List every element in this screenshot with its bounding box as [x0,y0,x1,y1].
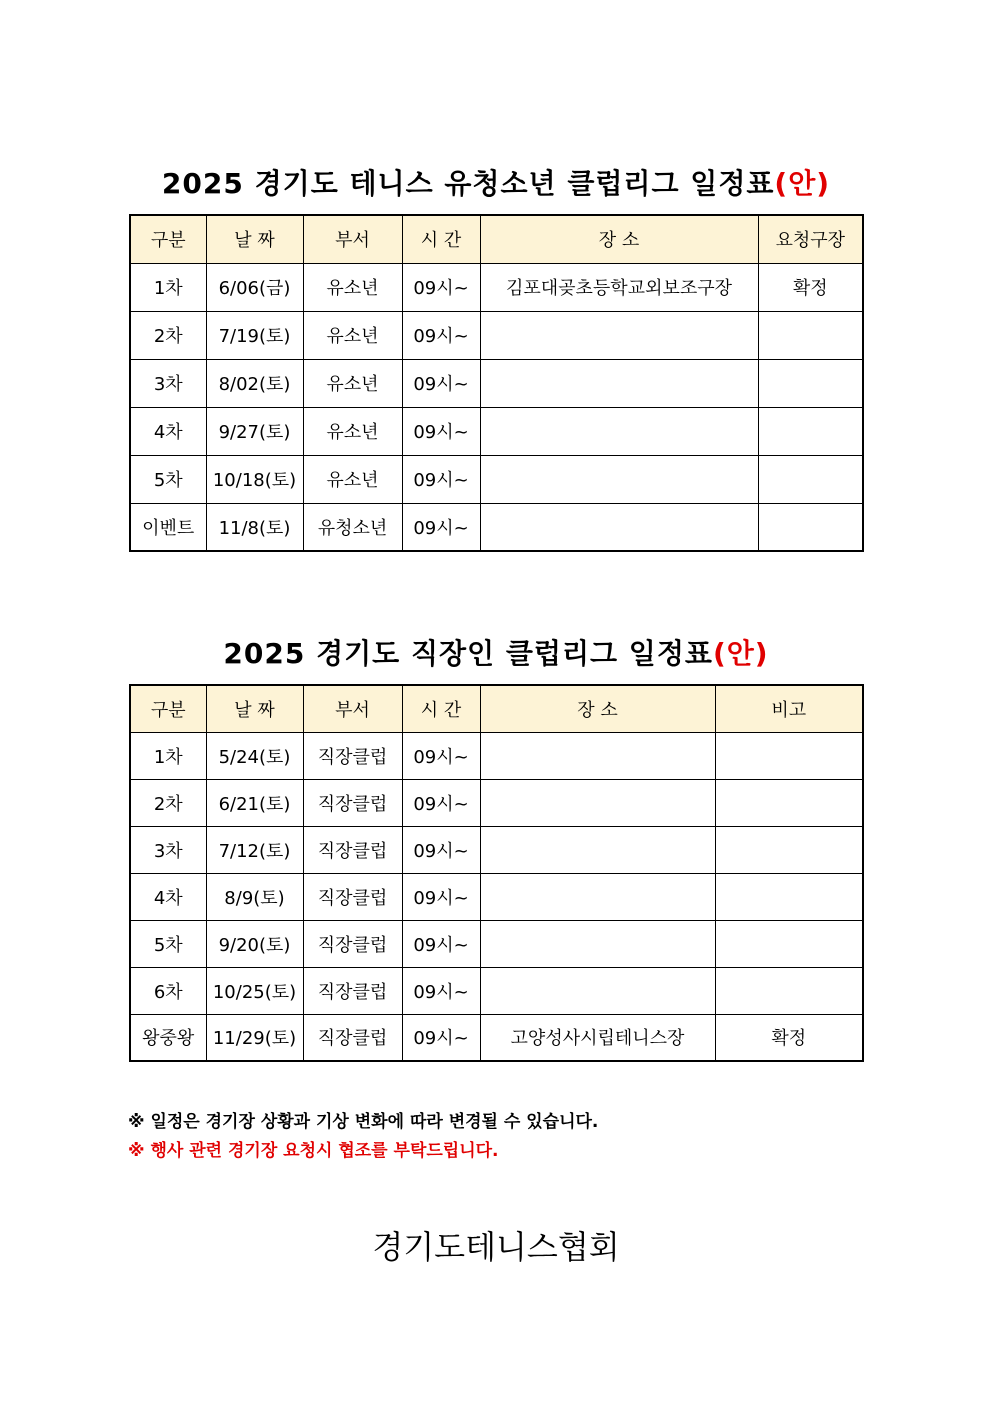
table-cell: 확정 [715,1014,863,1061]
table-cell [480,407,758,455]
table-header-row [130,215,863,263]
table-row [130,732,863,779]
table-row [130,920,863,967]
table-header-row [130,685,863,732]
table-cell: 5/24(토) [206,732,303,779]
table-cell: 09시~ [402,503,480,551]
table-cell [480,967,715,1014]
table-cell: 김포대곶초등학교외보조구장 [480,263,758,311]
table-cell: 8/9(토) [206,873,303,920]
youth-schedule-title [0,162,992,202]
table-cell: 09시~ [402,263,480,311]
table-cell: 9/27(토) [206,407,303,455]
worker-title-main: 2025 경기도 직장인 클럽리그 일정표 [223,637,713,670]
table-cell [758,455,863,503]
venue-request-note: ※ 행사 관련 경기장 요청시 협조를 부탁드립니다. [128,1141,499,1161]
table-cell [480,826,715,873]
table-cell: 09시~ [402,732,480,779]
table-cell: 09시~ [402,455,480,503]
table-cell: 2차 [130,311,206,359]
table-cell [480,873,715,920]
table-cell [480,503,758,551]
table-cell: 6/06(금) [206,263,303,311]
notes-section [128,1108,598,1166]
table-cell: 유소년 [303,263,402,311]
table-cell: 유청소년 [303,503,402,551]
table-row [130,873,863,920]
table-cell: 09시~ [402,1014,480,1061]
table-cell: 09시~ [402,967,480,1014]
table-row [130,1014,863,1061]
table-cell: 3차 [130,359,206,407]
table-cell [758,311,863,359]
table-cell: 4차 [130,407,206,455]
table-cell [480,311,758,359]
table-cell: 이벤트 [130,503,206,551]
worker-schedule-title [0,632,992,672]
table-cell: 09시~ [402,779,480,826]
table-cell [480,779,715,826]
table-row [130,407,863,455]
table-row [130,311,863,359]
table-cell: 고양성사시립테니스장 [480,1014,715,1061]
table-row [130,779,863,826]
table-row [130,359,863,407]
table-cell: 09시~ [402,920,480,967]
table-cell: 5차 [130,455,206,503]
table-cell: 11/29(토) [206,1014,303,1061]
table-cell: 10/18(토) [206,455,303,503]
header-cell: 장 소 [480,215,758,263]
table-cell: 6/21(토) [206,779,303,826]
association-name: 경기도테니스협회 [372,1228,620,1266]
table-row [130,455,863,503]
header-cell: 요청구장 [758,215,863,263]
table-cell: 유소년 [303,311,402,359]
table-cell: 09시~ [402,873,480,920]
table-cell [758,359,863,407]
table-cell: 직장클럽 [303,967,402,1014]
table-cell: 8/02(토) [206,359,303,407]
table-cell: 왕중왕 [130,1014,206,1061]
table-cell: 5차 [130,920,206,967]
header-cell: 비고 [715,685,863,732]
table-cell: 09시~ [402,407,480,455]
table-cell: 4차 [130,873,206,920]
table-cell: 7/19(토) [206,311,303,359]
table-cell: 유소년 [303,455,402,503]
youth-title-suffix: (안) [774,167,831,200]
header-cell: 날 짜 [206,685,303,732]
table-cell: 직장클럽 [303,826,402,873]
header-cell: 날 짜 [206,215,303,263]
table-cell: 직장클럽 [303,1014,402,1061]
table-cell: 9/20(토) [206,920,303,967]
table-row [130,263,863,311]
table-cell: 직장클럽 [303,873,402,920]
table-cell: 직장클럽 [303,732,402,779]
table-row [130,967,863,1014]
table-cell: 11/8(토) [206,503,303,551]
table-cell [715,779,863,826]
header-cell: 시 간 [402,685,480,732]
table-cell [758,407,863,455]
schedule-change-note: ※ 일정은 경기장 상황과 기상 변화에 따라 변경될 수 있습니다. [128,1112,599,1132]
table-cell: 6차 [130,967,206,1014]
table-cell: 09시~ [402,311,480,359]
table-cell [715,873,863,920]
youth-schedule-table [129,214,864,552]
table-cell: 09시~ [402,359,480,407]
table-cell [715,920,863,967]
header-cell: 구분 [130,685,206,732]
table-cell: 3차 [130,826,206,873]
table-cell [715,732,863,779]
worker-schedule-table [129,684,864,1062]
header-cell: 부서 [303,685,402,732]
table-cell [715,967,863,1014]
table-cell [480,732,715,779]
worker-title-suffix: (안) [712,637,769,670]
header-cell: 장 소 [480,685,715,732]
table-cell [758,503,863,551]
table-cell: 직장클럽 [303,920,402,967]
table-cell [480,920,715,967]
header-cell: 구분 [130,215,206,263]
header-cell: 시 간 [402,215,480,263]
table-cell: 1차 [130,263,206,311]
header-cell: 부서 [303,215,402,263]
table-cell: 1차 [130,732,206,779]
table-cell: 유소년 [303,407,402,455]
table-cell [715,826,863,873]
table-cell: 2차 [130,779,206,826]
table-cell: 유소년 [303,359,402,407]
table-cell: 09시~ [402,826,480,873]
table-cell [480,455,758,503]
table-row [130,503,863,551]
table-row [130,826,863,873]
youth-title-main: 2025 경기도 테니스 유청소년 클럽리그 일정표 [161,167,775,200]
table-cell: 10/25(토) [206,967,303,1014]
table-cell: 직장클럽 [303,779,402,826]
table-cell: 7/12(토) [206,826,303,873]
table-cell [480,359,758,407]
table-cell: 확정 [758,263,863,311]
